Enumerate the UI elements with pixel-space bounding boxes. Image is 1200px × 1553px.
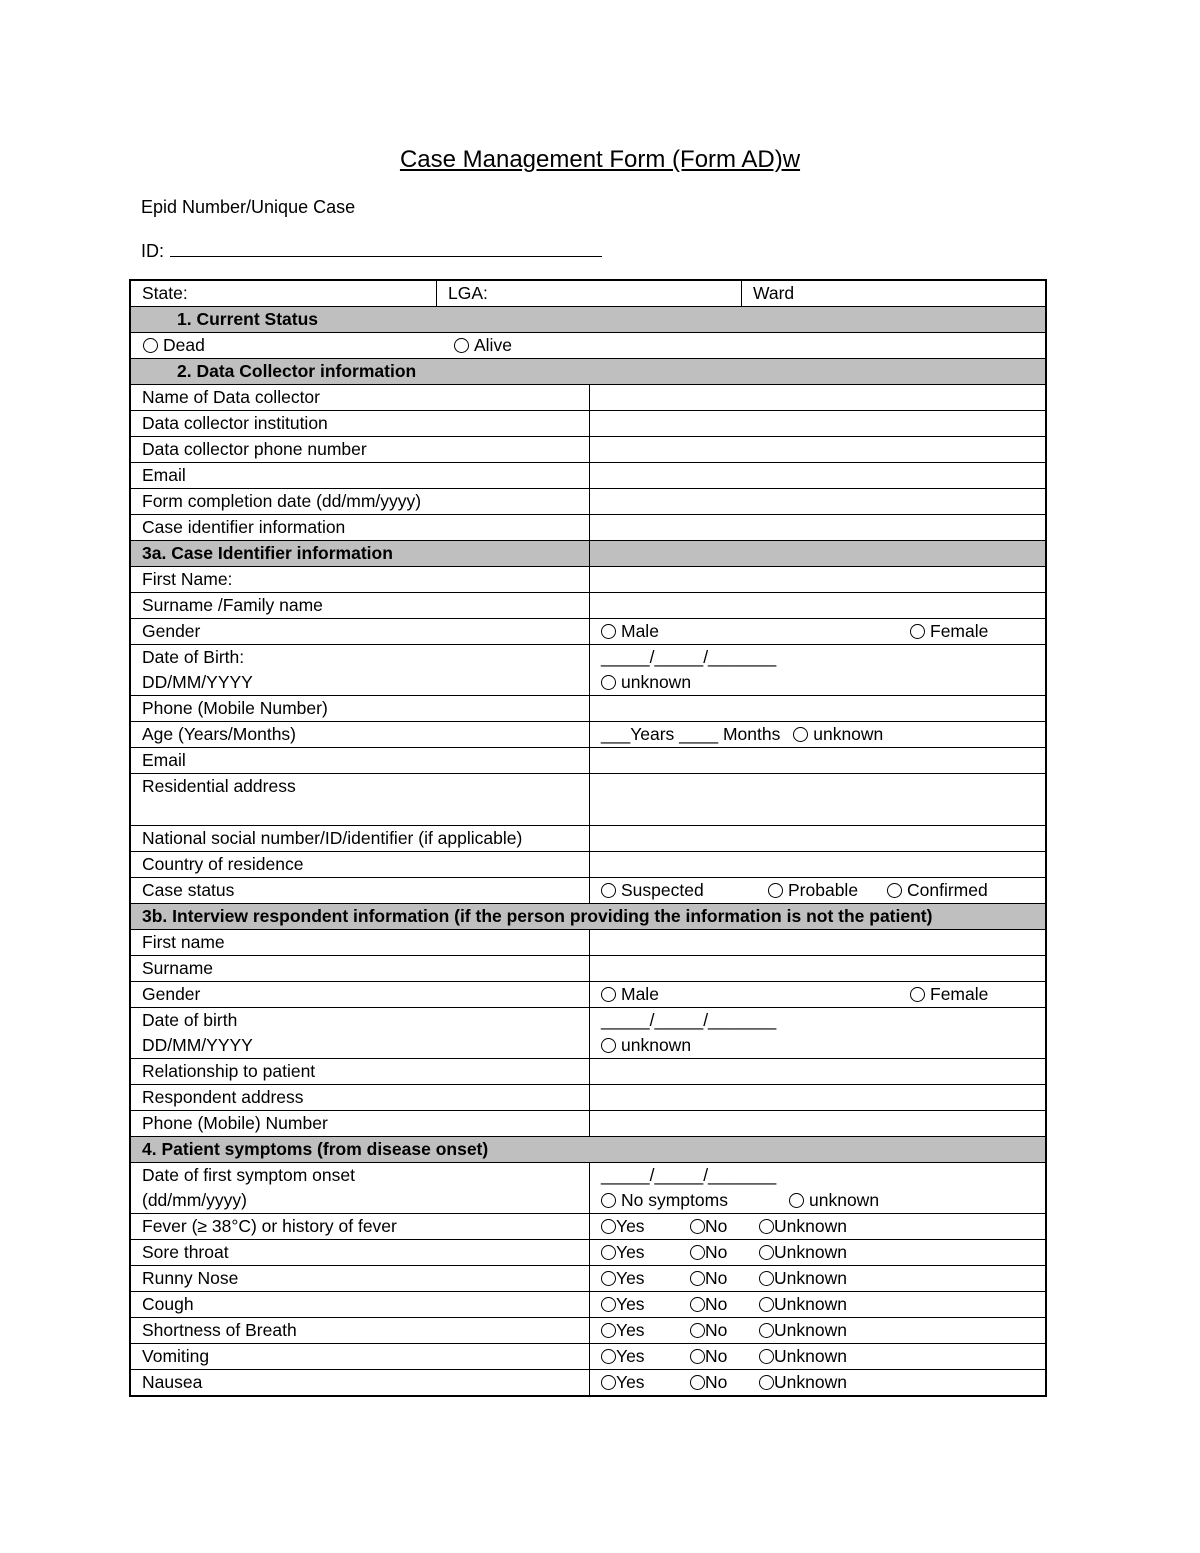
section-title: 1. Current Status bbox=[177, 309, 318, 329]
radio-icon[interactable] bbox=[759, 1349, 774, 1364]
field-label: Respondent address bbox=[131, 1085, 590, 1110]
form-title: Case Management Form (Form AD)w bbox=[399, 146, 801, 173]
radio-icon[interactable] bbox=[601, 987, 616, 1002]
unknown-option[interactable] bbox=[759, 1344, 847, 1368]
no-symptoms-option[interactable] bbox=[601, 1188, 728, 1213]
option-label: No bbox=[705, 1320, 728, 1340]
radio-icon[interactable] bbox=[910, 987, 925, 1002]
section-respondent bbox=[131, 903, 1045, 929]
dob-format: DD/MM/YYYY bbox=[142, 1035, 253, 1055]
dob-field[interactable] bbox=[590, 1008, 1045, 1058]
radio-icon[interactable] bbox=[601, 1323, 616, 1338]
field-label: Country of residence bbox=[131, 852, 590, 877]
radio-icon[interactable] bbox=[601, 675, 616, 690]
confirmed-option[interactable] bbox=[887, 878, 988, 902]
option-label: Unknown bbox=[774, 1346, 847, 1366]
field-label bbox=[131, 1008, 590, 1058]
option-label: Suspected bbox=[621, 880, 704, 900]
field-value[interactable] bbox=[590, 385, 1045, 410]
section-title: 4. Patient symptoms (from disease onset) bbox=[142, 1139, 489, 1159]
option-label: Yes bbox=[616, 1268, 645, 1288]
unknown-option[interactable] bbox=[759, 1240, 847, 1264]
section-symptoms bbox=[131, 1136, 1045, 1162]
id-line bbox=[141, 240, 602, 262]
date-blank[interactable]: _____/_____/_______ bbox=[601, 1165, 777, 1185]
date-blank[interactable]: _____/_____/_______ bbox=[601, 1010, 777, 1030]
section-title: 3b. Interview respondent information (if the person providing the information is not the patient) bbox=[142, 906, 933, 926]
option-label: No symptoms bbox=[621, 1190, 728, 1210]
field-label: National social number/ID/identifier (if applicable) bbox=[131, 826, 590, 851]
no-option[interactable] bbox=[690, 1214, 727, 1238]
national-id-field[interactable] bbox=[590, 826, 1045, 851]
field-label bbox=[131, 645, 590, 695]
dob-field[interactable] bbox=[590, 645, 1045, 695]
table-row bbox=[131, 981, 1045, 1007]
radio-icon[interactable] bbox=[601, 624, 616, 639]
date-blank[interactable]: _____/_____/_______ bbox=[601, 647, 777, 667]
symptom-options bbox=[590, 1214, 1045, 1239]
no-option[interactable] bbox=[690, 1240, 727, 1264]
dead-option[interactable] bbox=[131, 333, 442, 358]
yes-option[interactable] bbox=[601, 1292, 645, 1316]
symptom-row bbox=[131, 1317, 1045, 1343]
field-label: First Name: bbox=[131, 567, 590, 592]
field-value[interactable] bbox=[590, 515, 1045, 540]
option-label: Male bbox=[621, 621, 659, 641]
option-label: Unknown bbox=[774, 1372, 847, 1392]
symptom-options bbox=[590, 1370, 1045, 1395]
email-field[interactable] bbox=[590, 748, 1045, 773]
symptom-label: Fever (≥ 38°C) or history of fever bbox=[131, 1214, 590, 1239]
dob-label: Date of birth bbox=[142, 1010, 238, 1030]
radio-icon[interactable] bbox=[789, 1193, 804, 1208]
respondent-surname-field[interactable] bbox=[590, 956, 1045, 981]
epid-label: Epid Number/Unique Case bbox=[141, 197, 356, 217]
section-blank bbox=[590, 541, 1045, 566]
field-label: Form completion date (dd/mm/yyyy) bbox=[131, 489, 590, 514]
yes-option[interactable] bbox=[601, 1318, 645, 1342]
ward-field[interactable]: Ward bbox=[753, 283, 795, 303]
unknown-option[interactable] bbox=[793, 724, 883, 744]
radio-icon[interactable] bbox=[601, 1375, 616, 1390]
section-title: 2. Data Collector information bbox=[177, 361, 417, 381]
radio-icon[interactable] bbox=[759, 1297, 774, 1312]
radio-icon[interactable] bbox=[759, 1245, 774, 1260]
option-label: unknown bbox=[621, 672, 692, 692]
option-label: Alive bbox=[474, 335, 512, 355]
option-label: Yes bbox=[616, 1242, 645, 1262]
no-option[interactable] bbox=[690, 1266, 727, 1290]
respondent-address-field[interactable] bbox=[590, 1085, 1045, 1110]
radio-icon[interactable] bbox=[690, 1375, 705, 1390]
symptom-row bbox=[131, 1343, 1045, 1369]
relationship-field[interactable] bbox=[590, 1059, 1045, 1084]
table-row bbox=[131, 825, 1045, 851]
country-field[interactable] bbox=[590, 852, 1045, 877]
gender-options bbox=[590, 619, 1045, 644]
field-value[interactable] bbox=[590, 463, 1045, 488]
no-option[interactable] bbox=[690, 1292, 727, 1316]
radio-icon[interactable] bbox=[759, 1323, 774, 1338]
radio-icon[interactable] bbox=[601, 1193, 616, 1208]
unknown-option[interactable] bbox=[759, 1266, 847, 1290]
table-row bbox=[131, 877, 1045, 903]
field-label bbox=[131, 1163, 590, 1213]
surname-field[interactable] bbox=[590, 593, 1045, 618]
unknown-option[interactable] bbox=[759, 1370, 847, 1394]
table-row bbox=[131, 1007, 1045, 1058]
field-label: Phone (Mobile Number) bbox=[131, 696, 590, 721]
symptom-label: Sore throat bbox=[131, 1240, 590, 1265]
option-label: Unknown bbox=[774, 1320, 847, 1340]
field-label: Data collector phone number bbox=[131, 437, 590, 462]
table-row bbox=[131, 695, 1045, 721]
radio-icon[interactable] bbox=[793, 727, 808, 742]
id-blank-field[interactable] bbox=[170, 240, 602, 257]
symptom-options bbox=[590, 1292, 1045, 1317]
symptom-label: Shortness of Breath bbox=[131, 1318, 590, 1343]
phone-field[interactable] bbox=[590, 696, 1045, 721]
radio-icon[interactable] bbox=[601, 883, 616, 898]
radio-icon[interactable] bbox=[454, 338, 469, 353]
table-row bbox=[131, 1162, 1045, 1213]
option-label: Yes bbox=[616, 1372, 645, 1392]
field-label: Phone (Mobile) Number bbox=[131, 1111, 590, 1136]
respondent-phone-field[interactable] bbox=[590, 1111, 1045, 1136]
alive-option[interactable] bbox=[442, 333, 1045, 358]
unknown-option[interactable] bbox=[789, 1188, 879, 1213]
symptom-row bbox=[131, 1265, 1045, 1291]
symptom-options bbox=[590, 1318, 1045, 1343]
radio-icon[interactable] bbox=[690, 1297, 705, 1312]
field-label: Email bbox=[131, 748, 590, 773]
table-row bbox=[131, 410, 1045, 436]
dob-label: Date of Birth: bbox=[142, 647, 245, 667]
field-label: Case status bbox=[131, 878, 590, 903]
radio-icon[interactable] bbox=[601, 1349, 616, 1364]
option-label: Unknown bbox=[774, 1268, 847, 1288]
symptom-row bbox=[131, 1291, 1045, 1317]
option-label: Yes bbox=[616, 1346, 645, 1366]
table-row bbox=[131, 747, 1045, 773]
suspected-option[interactable] bbox=[601, 878, 704, 902]
table-row bbox=[131, 721, 1045, 747]
table-row bbox=[131, 462, 1045, 488]
radio-icon[interactable] bbox=[601, 1245, 616, 1260]
option-label: Yes bbox=[616, 1320, 645, 1340]
symptom-label: Nausea bbox=[131, 1370, 590, 1395]
option-label: Confirmed bbox=[907, 880, 988, 900]
table-row bbox=[131, 618, 1045, 644]
radio-icon[interactable] bbox=[601, 1219, 616, 1234]
field-label: Case identifier information bbox=[131, 515, 590, 540]
table-row bbox=[131, 488, 1045, 514]
radio-icon[interactable] bbox=[759, 1219, 774, 1234]
symptom-row bbox=[131, 1213, 1045, 1239]
male-option[interactable] bbox=[601, 982, 659, 1006]
onset-format: (dd/mm/yyyy) bbox=[142, 1190, 247, 1210]
radio-icon[interactable] bbox=[690, 1271, 705, 1286]
symptom-row bbox=[131, 1239, 1045, 1265]
field-label: Email bbox=[131, 463, 590, 488]
option-label: unknown bbox=[813, 724, 884, 744]
field-label: Surname bbox=[131, 956, 590, 981]
option-label: No bbox=[705, 1242, 728, 1262]
radio-icon[interactable] bbox=[601, 1271, 616, 1286]
table-row bbox=[131, 1084, 1045, 1110]
option-label: Probable bbox=[788, 880, 859, 900]
address-field[interactable] bbox=[590, 774, 1045, 825]
yes-option[interactable] bbox=[601, 1344, 645, 1368]
option-label: No bbox=[705, 1294, 728, 1314]
radio-icon[interactable] bbox=[910, 624, 925, 639]
field-label: Residential address bbox=[131, 774, 590, 825]
unknown-option[interactable] bbox=[759, 1318, 847, 1342]
case-form-table bbox=[129, 279, 1047, 1397]
state-field[interactable]: State: bbox=[131, 281, 437, 306]
option-label: Yes bbox=[616, 1216, 645, 1236]
option-label: No bbox=[705, 1268, 728, 1288]
onset-field[interactable] bbox=[590, 1163, 1045, 1213]
respondent-first-name-field[interactable] bbox=[590, 930, 1045, 955]
yes-option[interactable] bbox=[601, 1370, 645, 1394]
age-field[interactable] bbox=[590, 722, 1045, 747]
unknown-option[interactable] bbox=[759, 1214, 847, 1238]
male-option[interactable] bbox=[601, 619, 659, 643]
table-row bbox=[131, 644, 1045, 695]
radio-icon[interactable] bbox=[690, 1245, 705, 1260]
no-option[interactable] bbox=[690, 1370, 727, 1394]
gender-options bbox=[590, 982, 1045, 1007]
yes-option[interactable] bbox=[601, 1240, 645, 1264]
onset-label: Date of first symptom onset bbox=[142, 1165, 355, 1185]
option-label: Yes bbox=[616, 1294, 645, 1314]
radio-icon[interactable] bbox=[768, 883, 783, 898]
case-status-options bbox=[590, 878, 1045, 903]
option-label: No bbox=[705, 1372, 728, 1392]
symptom-label: Cough bbox=[131, 1292, 590, 1317]
field-label: Relationship to patient bbox=[131, 1059, 590, 1084]
female-option[interactable] bbox=[910, 619, 988, 643]
symptom-label: Runny Nose bbox=[131, 1266, 590, 1291]
table-row bbox=[131, 592, 1045, 618]
field-label: First name bbox=[131, 930, 590, 955]
option-label: Dead bbox=[163, 335, 205, 355]
female-option[interactable] bbox=[910, 982, 988, 1006]
unknown-option[interactable] bbox=[601, 1033, 1045, 1058]
table-row bbox=[131, 851, 1045, 877]
radio-icon[interactable] bbox=[601, 1297, 616, 1312]
yes-option[interactable] bbox=[601, 1214, 645, 1238]
section-title: 3a. Case Identifier information bbox=[131, 541, 590, 566]
field-label: Data collector institution bbox=[131, 411, 590, 436]
field-value[interactable] bbox=[590, 411, 1045, 436]
field-label: Gender bbox=[131, 982, 590, 1007]
radio-icon[interactable] bbox=[759, 1271, 774, 1286]
section-case-identifier bbox=[131, 540, 1045, 566]
radio-icon[interactable] bbox=[143, 338, 158, 353]
radio-icon[interactable] bbox=[690, 1323, 705, 1338]
symptom-row bbox=[131, 1369, 1045, 1395]
field-label: Surname /Family name bbox=[131, 593, 590, 618]
symptom-label: Vomiting bbox=[131, 1344, 590, 1369]
table-row bbox=[131, 514, 1045, 540]
table-row bbox=[131, 384, 1045, 410]
lga-field[interactable]: LGA: bbox=[437, 281, 742, 306]
id-label: ID: bbox=[141, 241, 165, 261]
option-label: Female bbox=[930, 621, 989, 641]
field-label: Age (Years/Months) bbox=[131, 722, 590, 747]
field-value[interactable] bbox=[590, 489, 1045, 514]
option-label: unknown bbox=[621, 1035, 692, 1055]
option-label: unknown bbox=[809, 1190, 880, 1210]
table-row bbox=[131, 929, 1045, 955]
no-option[interactable] bbox=[690, 1318, 727, 1342]
option-label: Unknown bbox=[774, 1294, 847, 1314]
section-data-collector bbox=[131, 358, 1045, 384]
field-label: Name of Data collector bbox=[131, 385, 590, 410]
section-current-status bbox=[131, 306, 1045, 332]
field-label: Gender bbox=[131, 619, 590, 644]
table-row bbox=[131, 566, 1045, 592]
symptom-options bbox=[590, 1240, 1045, 1265]
radio-icon[interactable] bbox=[759, 1375, 774, 1390]
radio-icon[interactable] bbox=[887, 883, 902, 898]
table-row bbox=[131, 773, 1045, 825]
radio-icon[interactable] bbox=[601, 1038, 616, 1053]
radio-icon[interactable] bbox=[690, 1219, 705, 1234]
dob-format: DD/MM/YYYY bbox=[142, 672, 253, 692]
option-label: Unknown bbox=[774, 1216, 847, 1236]
option-label: No bbox=[705, 1346, 728, 1366]
probable-option[interactable] bbox=[768, 878, 858, 902]
unknown-option[interactable] bbox=[759, 1292, 847, 1316]
no-option[interactable] bbox=[690, 1344, 727, 1368]
field-value[interactable] bbox=[590, 437, 1045, 462]
table-row bbox=[131, 1110, 1045, 1136]
symptom-options bbox=[590, 1344, 1045, 1369]
symptom-options bbox=[590, 1266, 1045, 1291]
option-label: No bbox=[705, 1216, 728, 1236]
status-options-row bbox=[131, 332, 1045, 358]
yes-option[interactable] bbox=[601, 1266, 645, 1290]
unknown-option[interactable] bbox=[601, 670, 1045, 695]
table-row bbox=[131, 436, 1045, 462]
first-name-field[interactable] bbox=[590, 567, 1045, 592]
table-row bbox=[131, 1058, 1045, 1084]
table-row bbox=[131, 955, 1045, 981]
age-blank[interactable]: ___Years ____ Months bbox=[601, 724, 781, 744]
option-label: Male bbox=[621, 984, 659, 1004]
location-row bbox=[131, 281, 1045, 306]
radio-icon[interactable] bbox=[690, 1349, 705, 1364]
option-label: Unknown bbox=[774, 1242, 847, 1262]
option-label: Female bbox=[930, 984, 989, 1004]
